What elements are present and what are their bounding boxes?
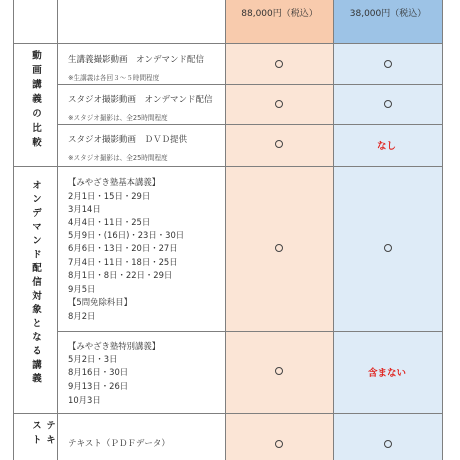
schedule-date: 4月4日・11日・25日 [68,217,151,227]
circle-mark-icon [384,440,392,448]
group-label-video-comparison: 動画講義の比較 [30,50,41,152]
mark-not-included: 含まない [368,368,407,379]
row-note-studio-on-demand: ※スタジオ撮影は、全25時間程度 [68,114,168,122]
group-label-text: テキスト [30,420,55,449]
grid-line [57,331,443,332]
plan-a-column [226,0,333,460]
schedule-exempt-heading: 【5問免除科目】 [68,297,132,307]
group-label-on-demand: オンデマンド配信対象となる講義 [30,180,41,387]
circle-mark-icon [275,140,283,148]
circle-mark-icon [384,244,392,252]
schedule-date: 8月1日・8日・22日・29日 [68,270,173,280]
schedule-date: 9月13日・26日 [68,381,129,391]
schedule-basic-heading: 【みやざき塾基本講義】 [68,177,161,187]
schedule-date: 10月3日 [68,395,101,405]
grid-line [442,0,443,460]
row-note-studio-dvd: ※スタジオ撮影は、全25時間程度 [68,154,168,162]
schedule-date: 8月16日・30日 [68,367,129,377]
circle-mark-icon [275,100,283,108]
circle-mark-icon [384,100,392,108]
row-title-studio-on-demand: スタジオ撮影動画 オンデマンド配信 [68,95,213,105]
row-title-studio-dvd: スタジオ撮影動画 ＤＶＤ提供 [68,135,188,145]
schedule-date: 3月14日 [68,204,101,214]
circle-mark-icon [275,440,283,448]
circle-mark-icon [275,244,283,252]
grid-line [13,43,443,44]
mark-none: なし [377,141,397,152]
grid-line [57,124,443,125]
schedule-date: 2月1日・15日・29日 [68,191,151,201]
row-title-pdf-text: テキスト（ＰＤＦデータ） [68,439,170,449]
circle-mark-icon [384,60,392,68]
plan-b-price: 38,000円（税込） [349,9,427,19]
plan-b-column [334,0,442,460]
grid-line [13,166,443,167]
circle-mark-icon [275,367,283,375]
grid-line [57,84,443,85]
row-note-live: ※生講義は各回３～５時間程度 [68,74,160,82]
schedule-exempt-date: 8月2日 [68,311,96,321]
schedule-date: 5月2日・3日 [68,354,118,364]
schedule-date: 6月6日・13日・20日・27日 [68,243,178,253]
grid-line [225,0,226,460]
schedule-date: 5月9日・(16日)・23日・30日 [68,230,185,240]
schedule-date: 9月5日 [68,284,96,294]
plan-a-price: 88,000円（税込） [241,9,318,19]
grid-line [333,0,334,460]
grid-line [13,413,443,414]
grid-line [13,0,14,460]
circle-mark-icon [275,60,283,68]
grid-line [57,0,58,460]
schedule-special-heading: 【みやざき塾特別講義】 [68,341,161,351]
schedule-date: 7月4日・11日・18日・25日 [68,257,178,267]
row-title-live: 生講義撮影動画 オンデマンド配信 [68,55,205,65]
